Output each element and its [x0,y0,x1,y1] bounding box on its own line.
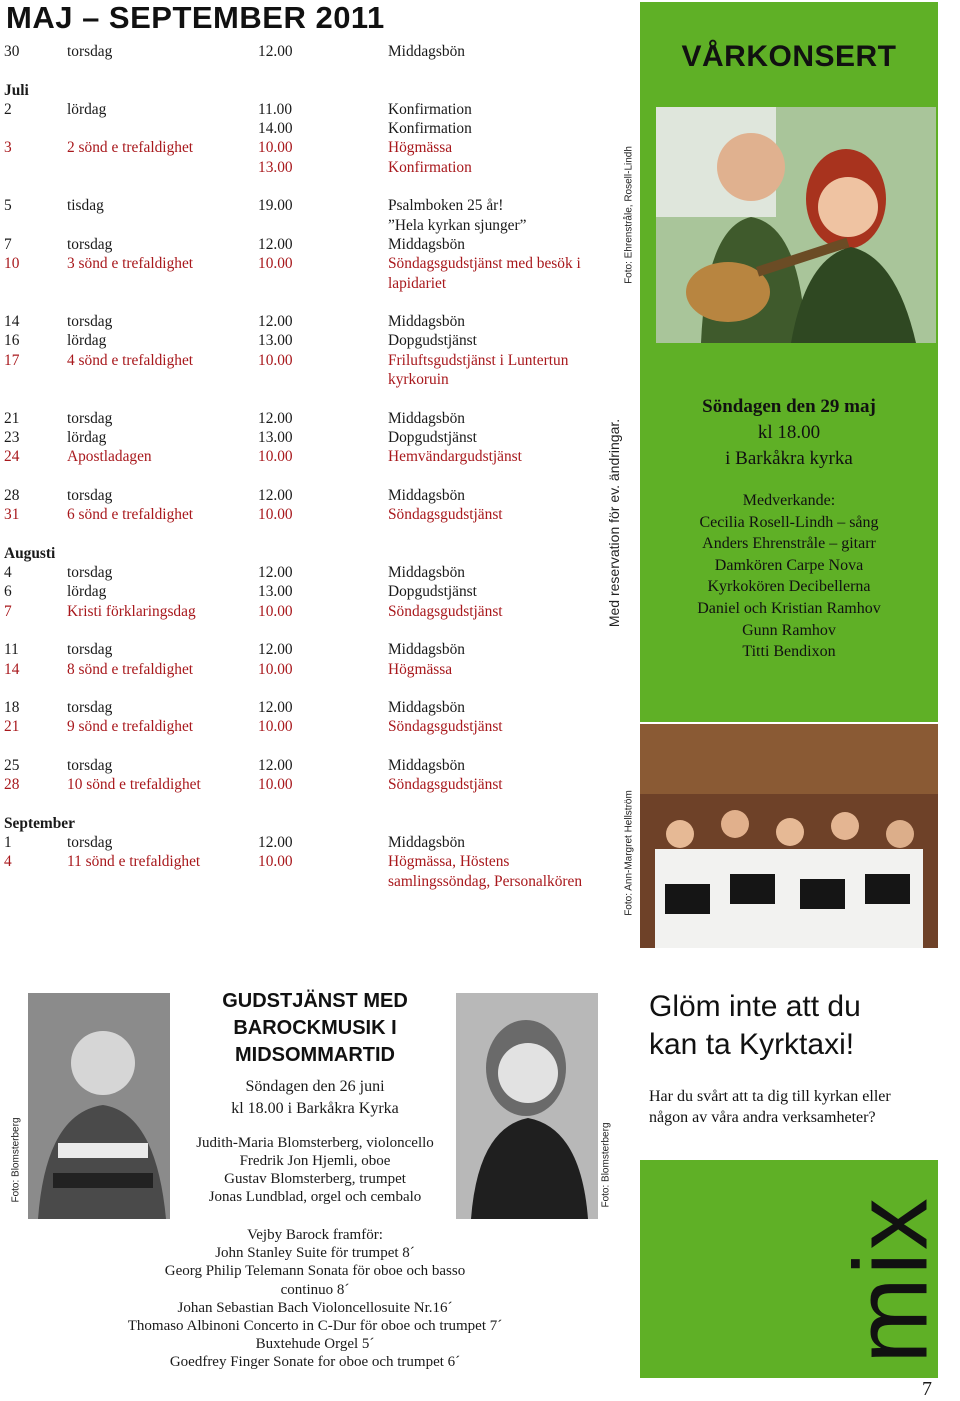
schedule-weekday: torsdag [67,756,113,774]
schedule-time: 14.00 [258,120,293,138]
page-number: 7 [922,1378,932,1400]
schedule-weekday: tisdag [67,197,104,215]
schedule-row [4,447,604,466]
schedule-weekday: 2 sönd e trefaldighet [67,139,194,157]
schedule-event: Middagsbön [388,641,465,659]
schedule-weekday: torsdag [67,313,113,331]
schedule-event: Middagsbön [388,756,465,774]
program-line: Georg Philip Telemann Sonata för oboe och basso [164,1263,466,1280]
schedule-day: 21 [4,718,20,736]
concert-date-block [640,394,938,472]
schedule-weekday: torsdag [67,834,113,852]
schedule-weekday: lördag [67,100,107,118]
schedule-row [4,42,604,61]
portrait-right-illustration [456,993,598,1219]
schedule-event: Middagsbön [388,564,465,582]
schedule-weekday: lördag [67,428,107,446]
choir-photo [640,724,938,948]
schedule-row [4,660,604,679]
schedule-weekday: torsdag [67,43,113,60]
program-line: Vejby Barock framför: [247,1227,383,1243]
choir-photo-credit-text: Foto: Ann-Margret Hellström [623,789,635,916]
schedule-event: Söndagsgudstjänst med besök i lapidariet [388,255,581,292]
schedule-event: Middagsbön [388,313,465,331]
schedule-weekday: Kristi förklaringsdag [67,602,196,620]
concert-place: i Barkåkra kyrka [725,448,853,469]
concert-photo-illustration [656,107,936,343]
schedule-row [4,602,604,621]
schedule-gap [4,621,604,640]
portrait-left [28,993,170,1219]
schedule-event: Middagsbön [388,43,465,60]
baroque-left-photo-credit [8,1100,24,1220]
program-line: Thomaso Albinoni Concerto in C-Dur för oboe och trumpet 7´ [127,1318,503,1335]
schedule-weekday: Apostladagen [67,448,152,466]
schedule-weekday: torsdag [67,699,113,717]
concert-date: Söndagen den 29 maj [702,396,876,417]
schedule-gap [4,389,604,408]
baroque-program [90,1226,540,1372]
schedule-event: Konfirmation [388,120,472,138]
schedule-day: 16 [4,332,20,350]
schedule-day: 7 [4,602,12,620]
schedule-row [4,852,604,891]
schedule-time: 10.00 [258,448,293,466]
schedule-time: 10.00 [258,776,293,794]
concert-photo-credit [621,110,637,320]
schedule-gap [4,679,604,698]
program-line: Buxtehude Orgel 5´ [255,1336,375,1353]
schedule-row [4,312,604,331]
schedule-row [4,119,604,138]
concert-time: kl 18.00 [757,422,821,443]
baroque-date-block [180,1076,450,1120]
program-line: Johan Sebastian Bach Violoncellosuite Nr.16´ [177,1299,453,1316]
baroque-time-place: kl 18.00 i Barkåkra Kyrka [231,1100,399,1117]
schedule-weekday: torsdag [67,235,113,253]
month-label: Augusti [4,544,56,562]
schedule-list [4,42,604,891]
schedule-weekday: torsdag [67,564,113,582]
schedule-event: ”Hela kyrkan sjunger” [388,216,527,234]
schedule-gap [4,177,604,196]
schedule-row [4,775,604,794]
schedule-gap [4,795,604,814]
baroque-left-photo-credit-text: Foto: Blomsterberg [10,1117,22,1203]
schedule-event: Högmässa [388,139,453,157]
schedule-event: Söndagsgudstjänst [388,506,503,524]
schedule-weekday: 6 sönd e trefaldighet [67,506,194,524]
schedule-row [4,409,604,428]
schedule-weekday: torsdag [67,409,113,427]
schedule-time: 10.00 [258,718,293,736]
schedule-time: 10.00 [258,351,293,369]
schedule-time: 10.00 [258,139,293,157]
schedule-day: 30 [4,43,20,60]
baroque-performers [160,1134,470,1206]
choir-photo-illustration [640,724,938,948]
program-line: continuo 8´ [280,1281,350,1298]
schedule-weekday: lördag [67,583,107,601]
schedule-event: Middagsbön [388,409,465,427]
schedule-weekday: lördag [67,332,107,350]
reservation-note-text: Med reservation för ev. ändringar. [606,418,622,627]
schedule-gap [4,467,604,486]
month-label: September [4,814,75,832]
schedule-row [4,254,604,293]
schedule-gap [4,61,604,80]
schedule-day: 1 [4,834,12,852]
schedule-time: 12.00 [258,641,293,659]
performer: Fredrik Jon Hjemli, oboe [239,1153,391,1169]
baroque-title-line: GUDSTJÄNST MED [222,990,408,1012]
schedule-event: Högmässa [388,660,453,678]
taxi-text: Har du svårt att ta dig till kyrkan eller någon av våra andra verksamheter? [649,1088,891,1126]
schedule-day: 23 [4,428,20,446]
schedule-row [4,351,604,390]
cast-item: Anders Ehrenstråle – gitarr [702,535,876,553]
baroque-right-photo-credit-text: Foto: Blomsterberg [600,1122,612,1208]
schedule-row [4,196,604,215]
schedule-time: 13.00 [258,332,293,350]
schedule-row [4,235,604,254]
mix-logo [640,1160,950,1378]
schedule-weekday: torsdag [67,641,113,659]
performer: Judith-Maria Blomsterberg, violoncello [196,1135,434,1151]
schedule-gap [4,737,604,756]
concert-photo-credit-text: Foto: Ehrenstråle, Rosell-Lindh [623,146,635,284]
schedule-time: 10.00 [258,506,293,524]
schedule-time: 13.00 [258,428,293,446]
baroque-right-photo-credit [598,1110,614,1220]
schedule-event: Middagsbön [388,834,465,852]
schedule-gap [4,293,604,312]
schedule-row [4,756,604,775]
cast-item: Gunn Ramhov [742,621,836,639]
cast-item: Damkören Carpe Nova [714,556,864,574]
performer: Jonas Lundblad, orgel och cembalo [208,1189,422,1205]
schedule-day: 14 [4,313,20,331]
schedule-day: 21 [4,409,20,427]
schedule-row [4,698,604,717]
schedule-day: 11 [4,641,19,659]
schedule-event: Dopgudstjänst [388,332,477,350]
cast-item: Cecilia Rosell-Lindh – sång [699,513,879,531]
schedule-row [4,216,604,235]
schedule-time: 12.00 [258,564,293,582]
schedule-month-heading [4,81,604,100]
performer: Gustav Blomsterberg, trumpet [224,1171,406,1187]
schedule-row [4,138,604,157]
schedule-day: 6 [4,583,12,601]
schedule-gap [4,524,604,543]
cast-item: Daniel och Kristian Ramhov [697,599,881,617]
cast-heading: Medverkande: [742,492,836,509]
schedule-event: Hemvändargudstjänst [388,448,522,466]
schedule-time: 12.00 [258,43,293,60]
schedule-day: 3 [4,139,12,157]
baroque-title-line: MIDSOMMARTID [235,1044,395,1066]
taxi-heading [649,988,939,1064]
portrait-left-illustration [28,993,170,1219]
schedule-row [4,100,604,119]
schedule-row [4,717,604,736]
schedule-day: 24 [4,448,20,466]
schedule-event: Högmässa, Höstens samlingssöndag, Personalkören [388,853,583,890]
schedule-event: Middagsbön [388,699,465,717]
schedule-weekday: 10 sönd e trefaldighet [67,776,201,794]
schedule-day: 2 [4,100,12,118]
schedule-time: 12.00 [258,313,293,331]
schedule-time: 10.00 [258,660,293,678]
schedule-event: Middagsbön [388,235,465,253]
baroque-date: Söndagen den 26 juni [245,1078,385,1095]
schedule-time: 10.00 [258,602,293,620]
schedule-time: 12.00 [258,235,293,253]
baroque-title-line: BAROCKMUSIK I [233,1017,397,1039]
schedule-day: 18 [4,699,20,717]
schedule-time: 12.00 [258,486,293,504]
concert-panel [640,2,938,722]
schedule-event: Söndagsgudstjänst [388,602,503,620]
schedule-row [4,640,604,659]
schedule-event: Konfirmation [388,100,472,118]
schedule-day: 31 [4,506,20,524]
schedule-event: Söndagsgudstjänst [388,718,503,736]
schedule-row [4,505,604,524]
schedule-time: 12.00 [258,756,293,774]
cast-item: Titti Bendixon [742,643,836,661]
schedule-day: 28 [4,486,20,504]
schedule-day: 10 [4,255,20,273]
schedule-day: 25 [4,756,20,774]
schedule-day: 7 [4,235,12,253]
taxi-heading-line: Glöm inte att du [649,990,861,1023]
mix-logo-text: mix [833,1196,950,1364]
schedule-time: 13.00 [258,158,293,176]
reservation-note [603,400,625,645]
schedule-time: 13.00 [258,583,293,601]
schedule-time: 10.00 [258,255,293,273]
page-title: MAJ – SEPTEMBER 2011 [6,0,385,35]
schedule-event: Friluftsgudstjänst i Luntertun kyrkoruin [388,351,569,389]
schedule-weekday: 9 sönd e trefaldighet [67,718,194,736]
concert-title: VÅRKONSERT [681,40,897,73]
baroque-title [180,988,450,1069]
concert-cast [640,490,938,663]
schedule-day: 28 [4,776,20,794]
schedule-event: Dopgudstjänst [388,428,477,446]
schedule-time: 11.00 [258,100,293,118]
schedule-row [4,833,604,852]
schedule-row [4,158,604,177]
cast-item: Kyrkokören Decibellerna [707,578,871,596]
schedule-event: Konfirmation [388,158,472,176]
schedule-day: 4 [4,853,12,871]
schedule-event: Dopgudstjänst [388,583,477,601]
schedule-row [4,486,604,505]
schedule-weekday: torsdag [67,486,113,504]
schedule-weekday: 3 sönd e trefaldighet [67,255,194,273]
schedule-event: Middagsbön [388,486,465,504]
schedule-time: 10.00 [258,853,293,871]
schedule-weekday: 8 sönd e trefaldighet [67,660,194,678]
schedule-day: 14 [4,660,20,678]
program-line: John Stanley Suite för trumpet 8´ [215,1245,415,1262]
schedule-row [4,563,604,582]
portrait-right [456,993,598,1219]
schedule-time: 19.00 [258,197,293,215]
schedule-weekday: 4 sönd e trefaldighet [67,351,194,369]
schedule-day: 17 [4,351,20,369]
schedule-weekday: 11 sönd e trefaldighet [67,853,201,871]
schedule-row [4,582,604,601]
taxi-heading-line: kan ta Kyrktaxi! [649,1028,855,1061]
schedule-month-heading [4,814,604,833]
schedule-row [4,331,604,350]
month-label: Juli [4,81,29,99]
concert-photo [656,107,936,343]
schedule-event: Söndagsgudstjänst [388,776,503,794]
schedule-event: Psalmboken 25 år! [388,197,504,215]
schedule-time: 12.00 [258,834,293,852]
program-line: Goedfrey Finger Sonate for oboe och trumpet 6´ [169,1354,461,1371]
schedule-row [4,428,604,447]
schedule-time: 12.00 [258,409,293,427]
schedule-time: 12.00 [258,699,293,717]
schedule-day: 4 [4,564,12,582]
choir-photo-credit [621,760,637,945]
schedule-day: 5 [4,197,12,215]
schedule-month-heading [4,544,604,563]
